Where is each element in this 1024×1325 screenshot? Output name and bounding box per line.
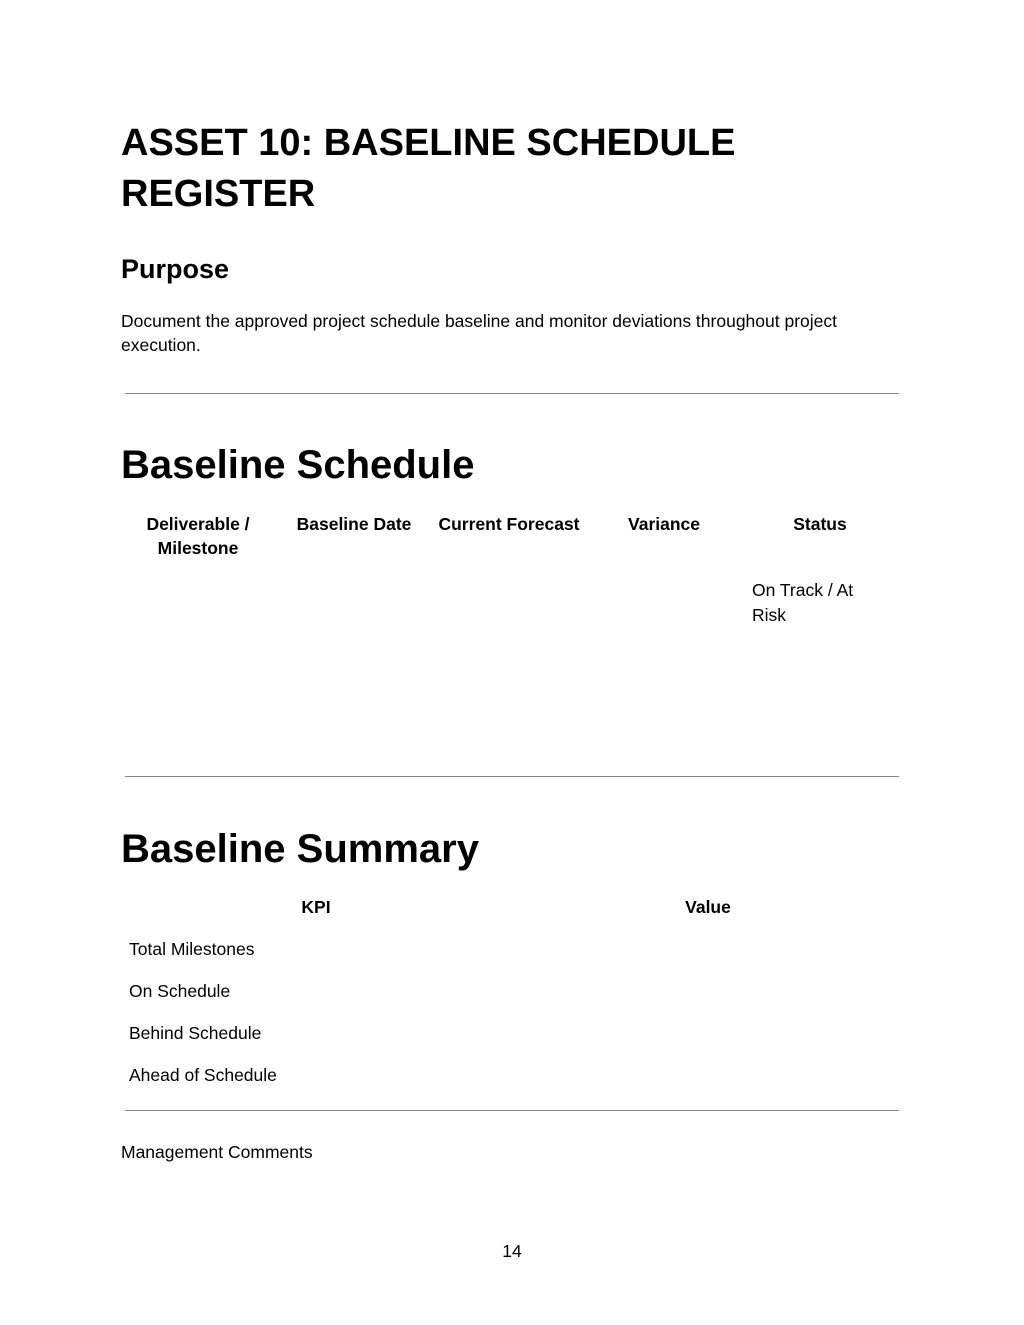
purpose-text: Document the approved project schedule baseline and monitor deviations throughout project execution. <box>121 311 838 355</box>
column-header-variance: Variance <box>628 514 700 534</box>
table-cell-kpi: On Schedule <box>129 981 231 1001</box>
table-cell-kpi: Behind Schedule <box>129 1023 262 1043</box>
management-comments-label: Management Comments <box>121 1142 313 1162</box>
document-title: ASSET 10: BASELINE SCHEDULE REGISTER <box>121 122 736 215</box>
divider <box>125 393 899 394</box>
divider <box>125 1110 899 1111</box>
column-header-baseline-date: Baseline Date <box>296 514 412 534</box>
purpose-heading: Purpose <box>121 254 230 284</box>
table-cell-kpi: Ahead of Schedule <box>129 1065 277 1085</box>
column-header-current-forecast: Current Forecast <box>438 514 580 534</box>
baseline-schedule-heading: Baseline Schedule <box>121 443 475 487</box>
baseline-summary-heading: Baseline Summary <box>121 827 479 871</box>
table-cell-kpi: Total Milestones <box>129 939 255 959</box>
column-header-value: Value <box>685 897 731 917</box>
column-header-status: Status <box>793 514 847 534</box>
column-header-kpi: KPI <box>301 897 331 917</box>
column-header-deliverable: Deliverable / Milestone <box>146 514 250 558</box>
page-number: 14 <box>502 1241 522 1261</box>
table-cell-status: On Track / At Risk <box>752 580 854 625</box>
divider <box>125 776 899 777</box>
